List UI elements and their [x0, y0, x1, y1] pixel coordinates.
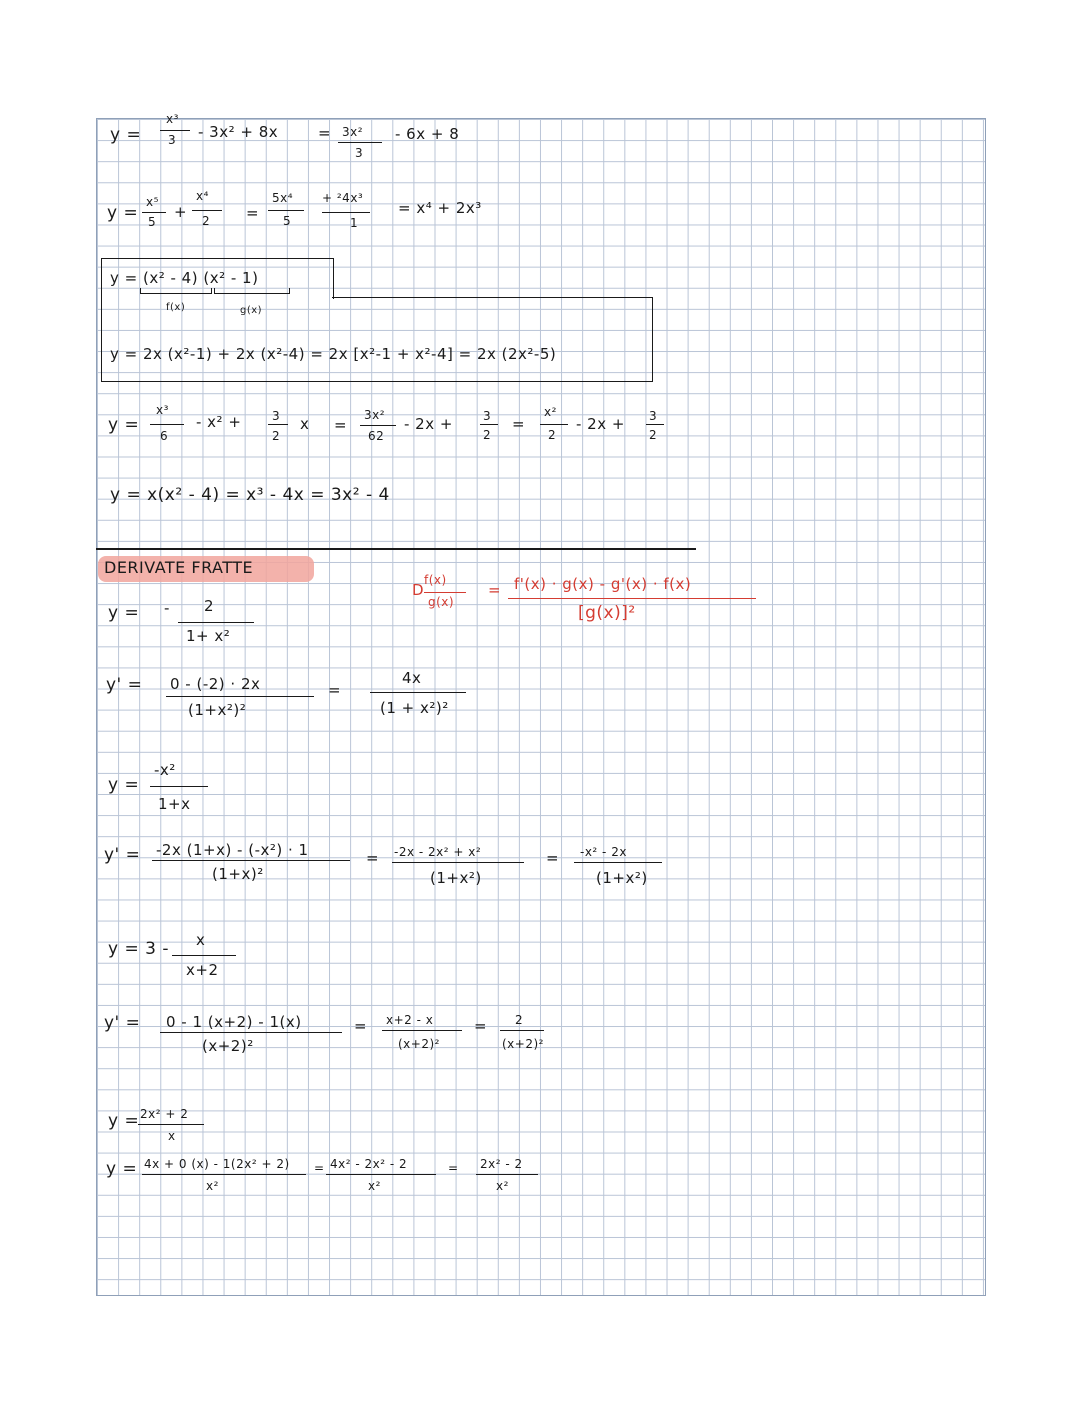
ex4-fraction-bar-4 — [480, 424, 498, 425]
ex4-num1: x³ — [156, 403, 169, 417]
ex2-den4: 1 — [350, 216, 359, 230]
ex3-label-f: f(x) — [166, 302, 186, 313]
d1-y: y = — [108, 603, 140, 623]
d3-r2-num: 2 — [515, 1013, 524, 1027]
d4-prime-bar — [142, 1174, 306, 1175]
d1-prime-den: (1+x²)² — [188, 701, 247, 719]
ex4-den1: 6 — [160, 429, 169, 443]
d4-den: x — [168, 1129, 176, 1143]
rule-eq: = — [488, 581, 502, 599]
d3-den: x+2 — [186, 961, 219, 979]
rule-numerator: f'(x) · g(x) - g'(x) · f(x) — [514, 575, 692, 593]
d1-yprime: y' = — [106, 675, 143, 695]
ex1-eq: = — [318, 124, 332, 142]
d2-num: -x² — [154, 761, 176, 779]
d4-prime-num: 4x + 0 (x) - 1(2x² + 2) — [144, 1157, 290, 1171]
d1-result-den: (1 + x²)² — [380, 699, 449, 717]
d2-r2-den: (1+x²) — [596, 869, 648, 887]
d4-r1-den: x² — [368, 1179, 381, 1193]
d1-result-bar — [370, 692, 466, 693]
d1-result-num: 4x — [402, 669, 422, 687]
ex2-fraction-bar-3 — [268, 210, 304, 211]
ex1-num1: x³ — [166, 112, 179, 126]
d1-prime-num: 0 - (-2) · 2x — [170, 675, 261, 693]
d4-eq2: = — [448, 1161, 459, 1175]
ex3-line2: y = 2x (x²-1) + 2x (x²-4) = 2x [x²-1 + x²-4] = 2x (2x²-5) — [110, 345, 557, 363]
d3-r1-bar — [382, 1030, 462, 1031]
ex2-fraction-bar-4 — [322, 212, 370, 213]
d1-fraction-bar — [178, 622, 254, 623]
ex4-y: y = — [108, 415, 140, 435]
ex4-num6: 3 — [649, 409, 658, 423]
ex4-mid2: - 2x + — [404, 415, 453, 433]
d3-r1-den: (x+2)² — [398, 1037, 440, 1051]
d2-yprime: y' = — [104, 845, 141, 865]
d3-prime-num: 0 - 1 (x+2) - 1(x) — [166, 1013, 302, 1031]
ex2-den3: 5 — [283, 214, 292, 228]
ex4-fraction-bar-6 — [646, 424, 664, 425]
d3-prime-den: (x+2)² — [202, 1037, 254, 1055]
d2-r2-bar — [574, 862, 662, 863]
ex4-den5: 2 — [548, 428, 557, 442]
ex3-brace-g — [214, 288, 290, 294]
ex4-num4: 3 — [483, 409, 492, 423]
ex2-num4: + ²4x³ — [322, 191, 364, 205]
ex3-line1: y = (x² - 4) (x² - 1) — [110, 269, 259, 287]
ex4-x: x — [300, 415, 310, 433]
d1-den: 1+ x² — [186, 627, 231, 645]
ex4-num2: 3 — [272, 409, 281, 423]
d2-fraction-bar — [150, 786, 208, 787]
ex4-fraction-bar-2 — [268, 424, 288, 425]
d2-r1-den: (1+x²) — [430, 869, 482, 887]
d2-prime-den: (1+x)² — [212, 865, 264, 883]
ex4-den3: 62 — [368, 429, 385, 443]
ex1-fraction-bar-2 — [338, 142, 382, 143]
ex3-box-step-line — [332, 297, 652, 298]
d4-r1-bar — [326, 1174, 436, 1175]
ex2-plus: + — [174, 203, 188, 221]
d4-num: 2x² + 2 — [140, 1107, 189, 1121]
ex1-den2: 3 — [355, 146, 364, 160]
d1-num: 2 — [204, 597, 215, 615]
section-divider — [96, 548, 696, 550]
d4-eq1: = — [314, 1161, 325, 1175]
ex2-fraction-bar-2 — [192, 210, 222, 211]
d3-eq2: = — [474, 1017, 488, 1035]
ex4-mid3: - 2x + — [576, 415, 625, 433]
d3-prime-bar — [160, 1032, 342, 1033]
d3-r1-num: x+2 - x — [386, 1013, 434, 1027]
d3-y: y = 3 - — [108, 939, 169, 959]
ex2-y: y = — [107, 203, 139, 223]
ex1-den1: 3 — [168, 133, 177, 147]
ex4-eq: = — [334, 416, 348, 434]
ex4-eq2: = — [512, 415, 526, 433]
ex2-den2: 2 — [202, 214, 211, 228]
d3-r2-bar — [500, 1030, 544, 1031]
d1-prime-bar — [166, 696, 314, 697]
ex2-num3: 5x⁴ — [272, 191, 294, 205]
rule-gx: g(x) — [428, 595, 455, 609]
d1-eq: = — [328, 681, 342, 699]
d1-sign: - — [164, 599, 170, 617]
d3-eq1: = — [354, 1017, 368, 1035]
d4-r1-num: 4x² - 2x² - 2 — [330, 1157, 408, 1171]
d2-r1-num: -2x - 2x² + x² — [394, 845, 482, 859]
d4-yprime: y = — [106, 1159, 138, 1179]
ex4-num3: 3x² — [364, 408, 386, 422]
d4-r2-num: 2x² - 2 — [480, 1157, 523, 1171]
d4-r2-bar — [476, 1174, 538, 1175]
d2-eq1: = — [366, 849, 380, 867]
d2-y: y = — [108, 775, 140, 795]
ex2-fraction-bar-1 — [142, 212, 166, 213]
d3-fraction-bar — [172, 955, 236, 956]
d2-r1-bar — [392, 862, 524, 863]
d2-r2-num: -x² - 2x — [580, 845, 627, 859]
ex4-fraction-bar-5 — [540, 424, 568, 425]
ex3-label-g: g(x) — [240, 305, 263, 316]
ex4-fraction-bar-1 — [150, 424, 184, 425]
rule-d: D — [412, 581, 425, 599]
rule-denominator: [g(x)]² — [578, 603, 636, 623]
ex2-den1: 5 — [148, 215, 157, 229]
d2-prime-num: -2x (1+x) - (-x²) · 1 — [156, 841, 309, 859]
ex1-rest: - 6x + 8 — [395, 125, 460, 143]
ex4-den4: 2 — [483, 428, 492, 442]
ex1-mid: - 3x² + 8x — [198, 123, 279, 141]
ex2-num2: x⁴ — [196, 189, 209, 203]
rule-main-bar — [508, 598, 756, 599]
ex4-den2: 2 — [272, 429, 281, 443]
ex2-num1: x⁵ — [146, 195, 159, 209]
ex1-y: y = — [110, 125, 142, 145]
ex4-fraction-bar-3 — [360, 425, 396, 426]
d3-yprime: y' = — [104, 1013, 141, 1033]
d3-r2-den: (x+2)² — [502, 1037, 544, 1051]
rule-left-bar — [424, 592, 466, 593]
d4-y: y = — [108, 1111, 140, 1131]
d2-den: 1+x — [158, 795, 191, 813]
ex5-line: y = x(x² - 4) = x³ - 4x = 3x² - 4 — [110, 485, 390, 505]
d2-prime-bar — [152, 860, 350, 861]
ex1-num2: 3x² — [342, 125, 364, 139]
ex4-den6: 2 — [649, 428, 658, 442]
d2-eq2: = — [546, 849, 560, 867]
d4-prime-den: x² — [206, 1179, 219, 1193]
ex3-brace-f — [140, 288, 212, 294]
ex4-num5: x² — [544, 405, 557, 419]
rule-fx: f(x) — [424, 573, 447, 587]
ex2-result: = x⁴ + 2x³ — [398, 199, 482, 217]
ex1-fraction-bar-1 — [160, 130, 190, 131]
section-title: DERIVATE FRATTE — [104, 558, 254, 577]
d4-fraction-bar — [138, 1124, 204, 1125]
d4-r2-den: x² — [496, 1179, 509, 1193]
d3-num: x — [196, 931, 206, 949]
ex4-mid: - x² + — [196, 413, 242, 431]
ex2-eq: = — [246, 204, 260, 222]
